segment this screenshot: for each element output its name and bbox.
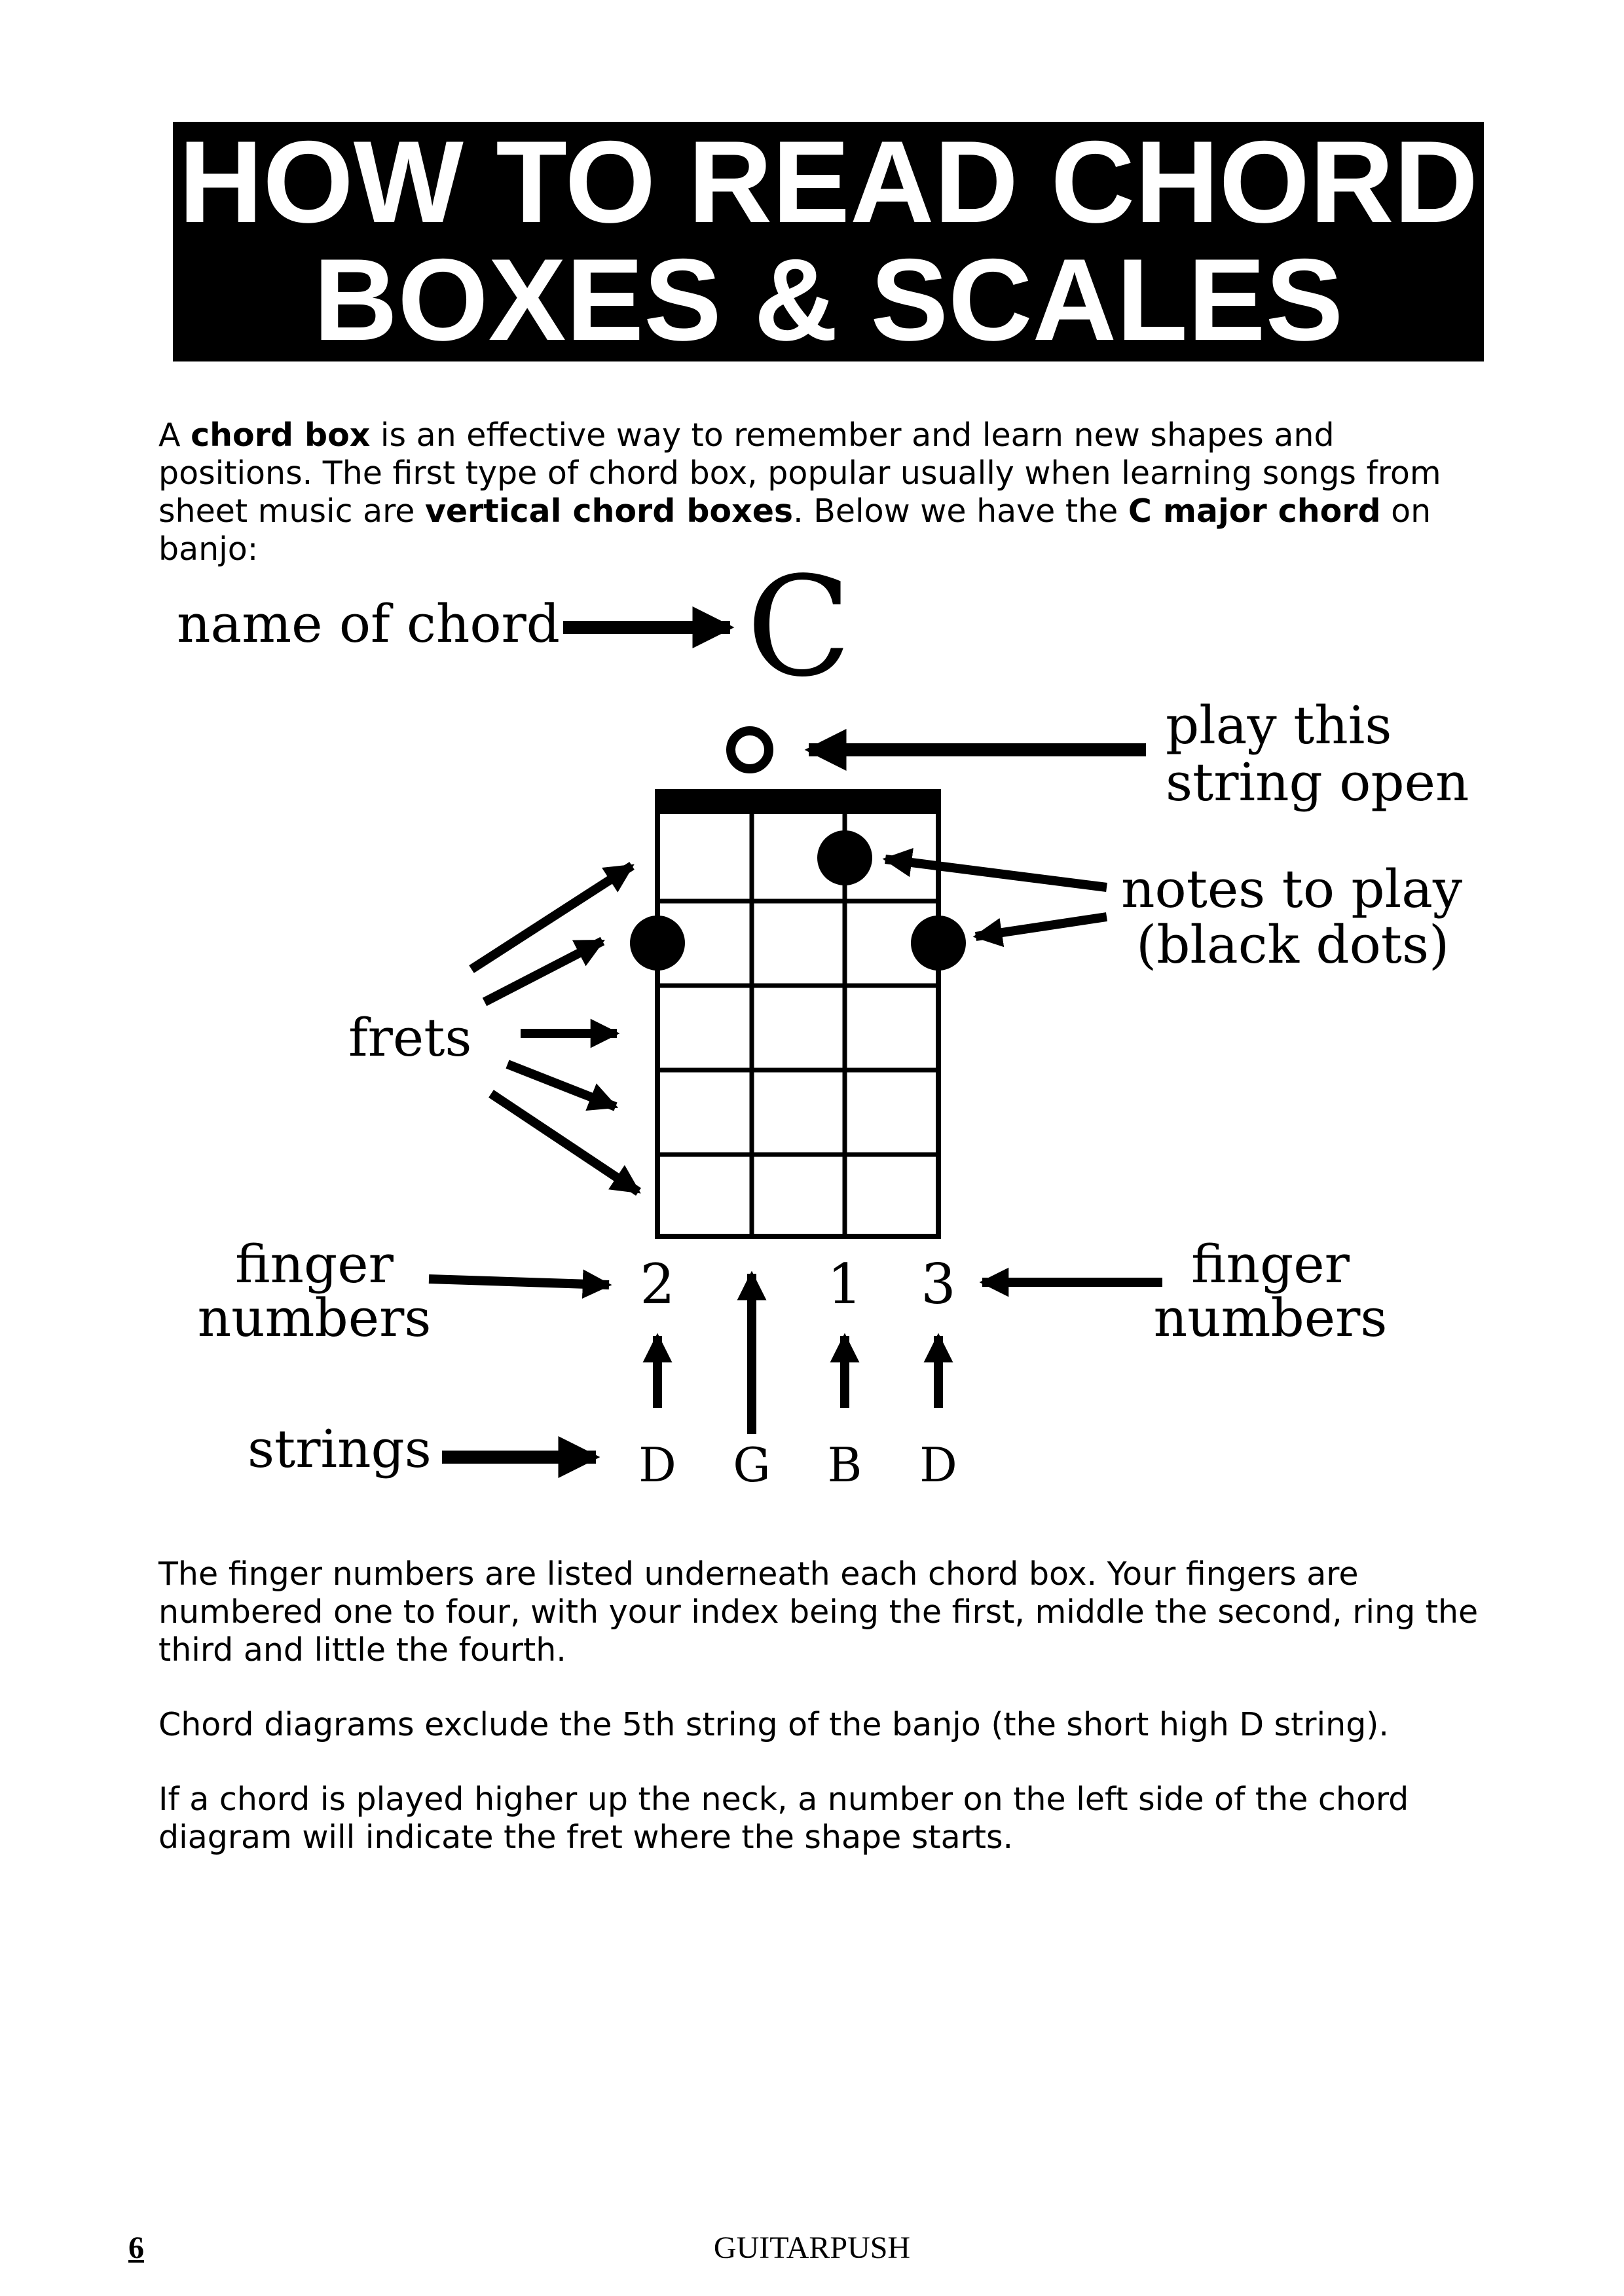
notes-arrow xyxy=(976,917,1107,936)
page-number: 6 xyxy=(128,2231,144,2265)
footer-brand: GUITARPUSH xyxy=(713,2231,911,2265)
finger-dot xyxy=(817,830,872,885)
name-of-chord-label: name of chord xyxy=(177,593,560,654)
play-open-label-line-2: string open xyxy=(1166,752,1469,813)
finger-numbers-right-line-2: numbers xyxy=(1153,1287,1388,1348)
play-open-label-line-1: play this xyxy=(1166,695,1392,756)
title-line-2: BOXES & SCALES xyxy=(313,234,1344,365)
intro-bold-term: chord box xyxy=(191,417,371,454)
explanation-text xyxy=(158,1555,1494,1893)
frets-arrow xyxy=(471,866,632,969)
finger-dot xyxy=(911,916,966,971)
finger-number: 3 xyxy=(921,1252,956,1316)
notes-label-line-1: notes to play xyxy=(1121,859,1463,919)
string-name: D xyxy=(638,1437,676,1492)
frets-arrow xyxy=(491,1094,638,1192)
frets-arrow xyxy=(507,1064,616,1107)
string-name: G xyxy=(733,1437,771,1492)
intro-bold-term: C major chord xyxy=(1128,492,1381,530)
frets-label: frets xyxy=(348,1007,472,1068)
string-name: B xyxy=(827,1437,862,1492)
intro-text: on banjo: xyxy=(158,492,1431,568)
chord-name: C xyxy=(746,547,852,707)
finger-number: 1 xyxy=(827,1252,862,1316)
intro-text: . Below we have the xyxy=(793,492,1128,530)
intro-text: A xyxy=(158,417,191,454)
title-line-1: HOW TO READ CHORD xyxy=(178,117,1479,247)
finger-numbers-right-line-1: finger xyxy=(1191,1234,1350,1295)
paragraph: The finger numbers are listed underneath each chord box. Your fingers are numbered one to four, with your index being the first, middle the second, ring the third and little the fourth. xyxy=(158,1555,1479,1669)
paragraph: Chord diagrams exclude the 5th string of the banjo (the short high D string). xyxy=(158,1706,1389,1743)
notes-arrow xyxy=(885,859,1107,887)
intro-text: is an effective way to remember and learn new shapes and positions. The first type of chord box, popular usually when learning songs from sheet music are xyxy=(158,417,1441,530)
paragraph: If a chord is played higher up the neck, a number on the left side of the chord diagram will indicate the fret where the shape starts. xyxy=(158,1781,1409,1856)
finger-numbers-left-arrow xyxy=(429,1279,609,1285)
finger-numbers-left-line-2: numbers xyxy=(197,1287,432,1348)
notes-label-line-2: (black dots) xyxy=(1136,914,1450,975)
finger-numbers-left-line-1: finger xyxy=(235,1234,394,1295)
finger-dot xyxy=(630,916,685,971)
intro-bold-term: vertical chord boxes xyxy=(424,492,794,530)
open-string-marker xyxy=(731,731,769,769)
chord-box-nut xyxy=(655,789,941,814)
finger-number: 2 xyxy=(640,1252,675,1316)
string-name: D xyxy=(919,1437,957,1492)
strings-label: strings xyxy=(248,1418,432,1479)
